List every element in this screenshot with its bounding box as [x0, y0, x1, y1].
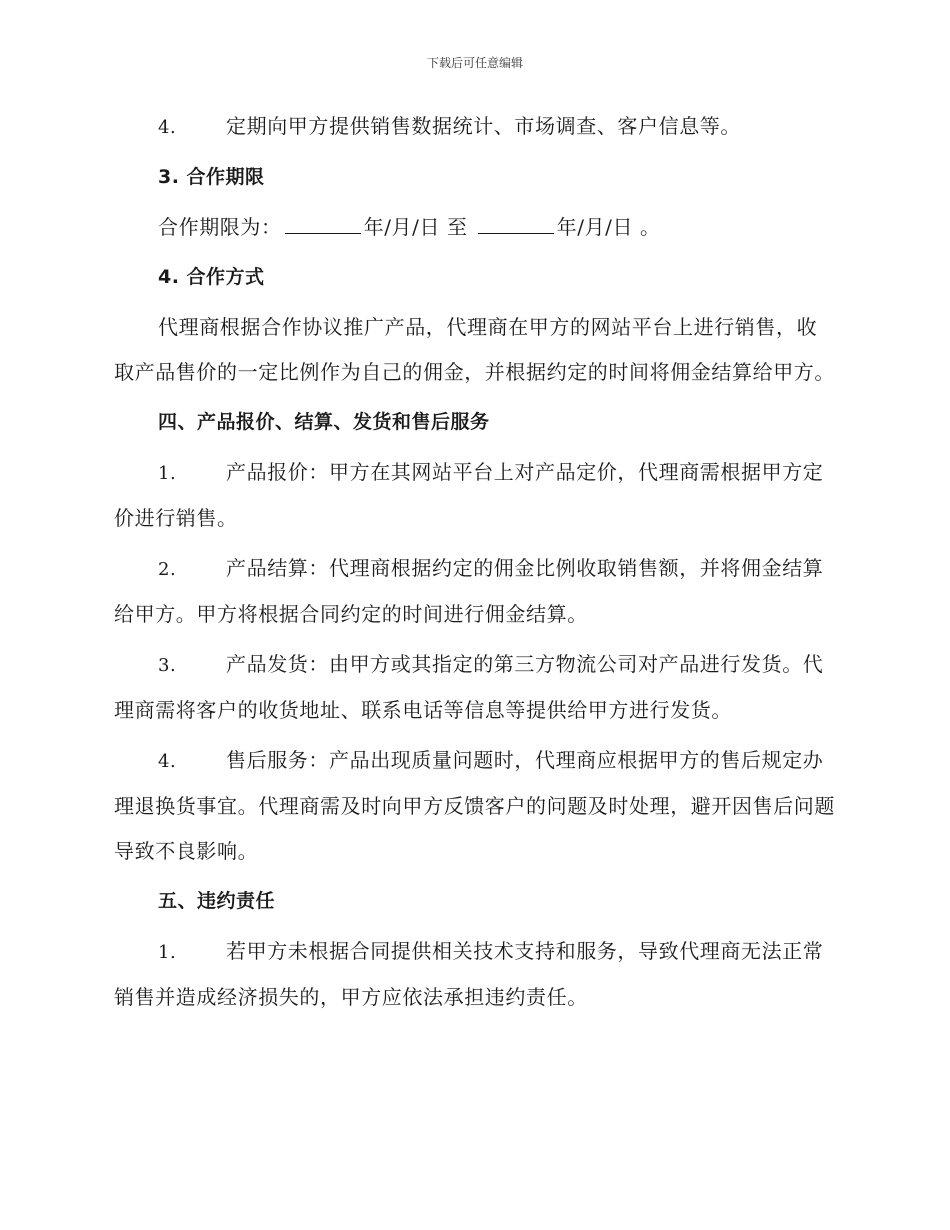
list-item — [114, 642, 836, 733]
list-item — [114, 450, 836, 541]
page-header: 下载后可任意编辑 — [426, 56, 523, 70]
item-text: 售后服务：产品出现质量问题时，代理商应根据甲方的售后规定办理退换货事宜。代理商需及时向甲方反馈客户的问题及时处理，避开因售后问题导致不良影响。 — [114, 748, 835, 863]
cooperation-period — [114, 205, 836, 250]
item-number: 4. — [158, 117, 177, 138]
list-item — [114, 929, 836, 1020]
period-date-1: 年/月/日 至 — [363, 215, 468, 239]
item-text: 产品结算：代理商根据约定的佣金比例收取销售额，并将佣金结算给甲方。甲方将根据合同约定的时间进行佣金结算。 — [114, 556, 824, 626]
item-text: 定期向甲方提供销售数据统计、市场调查、客户信息等。 — [226, 114, 741, 138]
blank-line — [285, 217, 361, 234]
section-heading: 4. 合作方式 — [158, 266, 265, 288]
item-number: 1. — [158, 463, 177, 484]
chapter-heading: 四、产品报价、结算、发货和售后服务 — [158, 411, 490, 433]
paragraph: 代理商根据合作协议推广产品，代理商在甲方的网站平台上进行销售，收取产品售价的一定比例作为自己的佣金，并根据约定的时间将佣金结算给甲方。 — [114, 315, 835, 384]
item-text: 产品报价：甲方在其网站平台上对产品定价，代理商需根据甲方定价进行销售。 — [114, 460, 824, 530]
list-item — [114, 738, 836, 874]
item-text: 产品发货：由甲方或其指定的第三方物流公司对产品进行发货。代理商需将客户的收货地址、联系电话等信息等提供给甲方进行发货。 — [114, 652, 824, 722]
chapter-heading: 五、违约责任 — [158, 890, 276, 912]
period-label: 合作期限为： — [158, 215, 282, 239]
blank-line — [478, 217, 554, 234]
section-heading: 3. 合作期限 — [158, 166, 265, 188]
period-date-2: 年/月/日 。 — [556, 215, 661, 239]
item-number: 3. — [158, 655, 177, 676]
item-text: 若甲方未根据合同提供相关技术支持和服务，导致代理商无法正常销售并造成经济损失的，甲方应依法承担违约责任。 — [114, 939, 824, 1009]
document-body — [114, 104, 836, 1025]
list-item — [114, 104, 836, 150]
item-number: 2. — [158, 559, 177, 580]
item-number: 1. — [158, 942, 177, 963]
list-item — [114, 546, 836, 637]
item-number: 4. — [158, 751, 177, 772]
